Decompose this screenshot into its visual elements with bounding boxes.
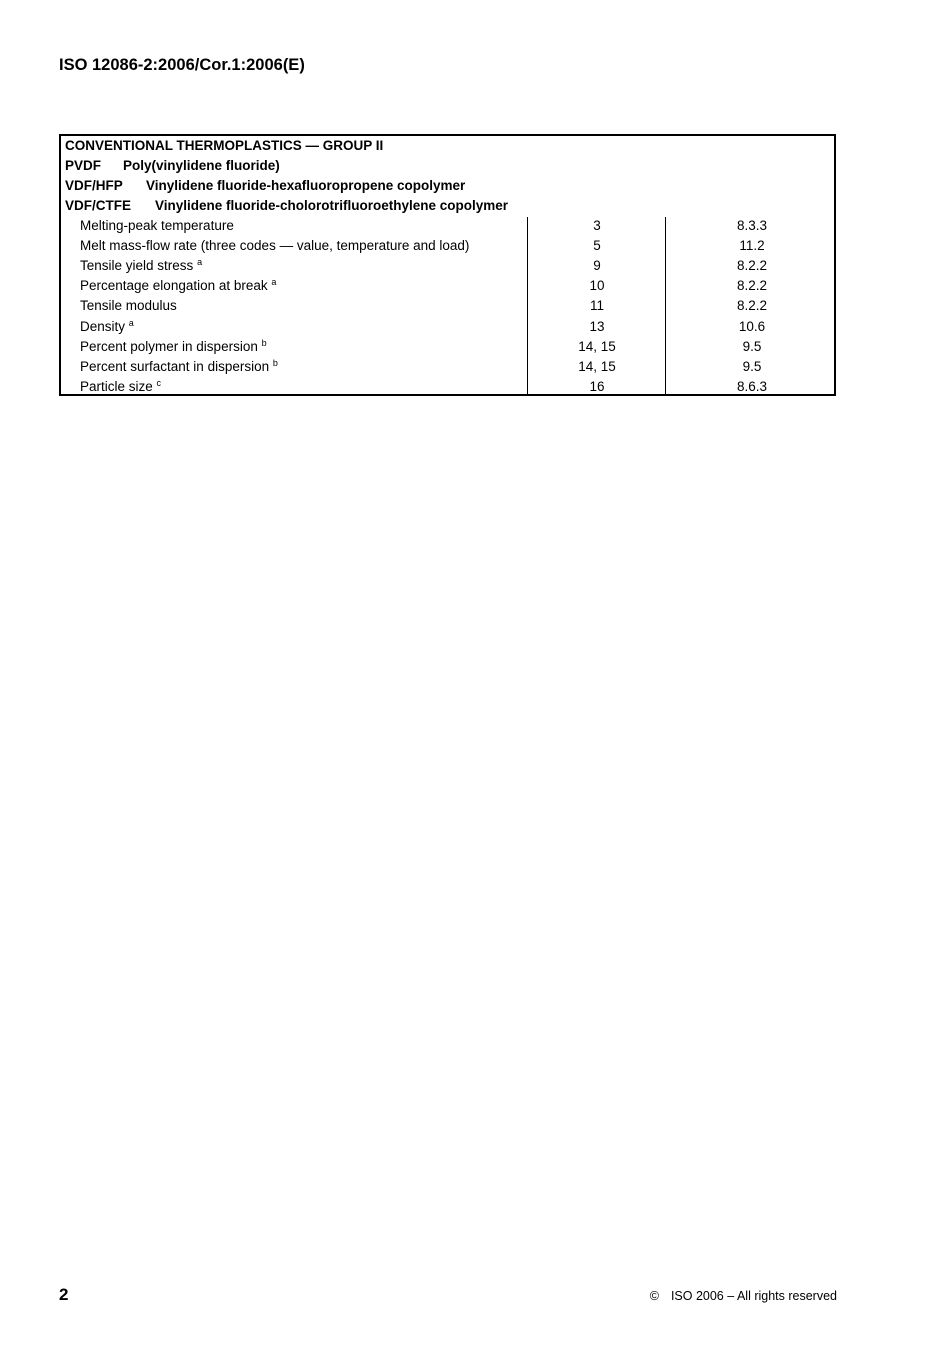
table-row xyxy=(61,276,836,296)
material-name: Vinylidene fluoride-hexafluoropropene copolymer xyxy=(146,178,466,193)
table-row xyxy=(61,317,836,337)
copyright-symbol: © xyxy=(649,1289,659,1303)
field-number: 13 xyxy=(589,319,605,334)
section-number: 8.6.3 xyxy=(736,379,768,394)
property-name: Melt mass-flow rate (three codes — value, temperature and load) xyxy=(80,238,470,253)
material-row-pvdf xyxy=(65,156,280,176)
material-code: PVDF xyxy=(65,158,102,173)
property-name: Melting-peak temperature xyxy=(80,218,234,233)
footnote-marker: a xyxy=(128,318,134,328)
page-number: 2 xyxy=(59,1285,69,1304)
footnote-marker: a xyxy=(271,277,277,287)
table-row xyxy=(61,216,836,236)
table-row xyxy=(61,337,836,357)
footnote-marker: a xyxy=(197,257,203,267)
copyright-notice xyxy=(650,1289,837,1303)
material-name: Poly(vinylidene fluoride) xyxy=(123,158,280,173)
property-name: Tensile yield stress $^a$ xyxy=(80,257,203,273)
field-number: 14, 15 xyxy=(578,359,616,374)
field-number: 3 xyxy=(593,218,601,233)
section-number: 11.2 xyxy=(739,238,765,253)
material-name: Vinylidene fluoride-cholorotrifluoroethylene copolymer xyxy=(155,198,509,213)
section-number: 8.2.2 xyxy=(736,298,768,313)
footnote-marker: c xyxy=(156,378,162,388)
property-name: Percent polymer in dispersion $^b$ xyxy=(80,338,267,354)
property-name: Density $^a$ xyxy=(80,318,134,334)
section-number: 8.3.3 xyxy=(736,218,768,233)
table-row xyxy=(61,377,836,397)
material-code: VDF/CTFE xyxy=(65,198,131,213)
field-number: 9 xyxy=(593,258,601,273)
property-table xyxy=(59,134,836,396)
field-number: 11 xyxy=(589,298,604,313)
section-number: 10.6 xyxy=(738,319,766,334)
table-row xyxy=(61,357,836,377)
footnote-marker: b xyxy=(261,338,267,348)
section-number: 9.5 xyxy=(742,339,762,354)
table-row xyxy=(61,296,836,316)
table-row xyxy=(61,236,836,256)
document-header: ISO 12086-2:2006/Cor.1:2006(E) xyxy=(59,56,305,74)
property-name: Tensile modulus xyxy=(80,298,177,313)
group-title: CONVENTIONAL THERMOPLASTICS — GROUP II xyxy=(65,138,384,153)
material-code: VDF/HFP xyxy=(65,178,123,193)
property-name: Percentage elongation at break $^a$ xyxy=(80,277,277,293)
property-name: Particle size $^c$ xyxy=(80,378,162,394)
copyright-text: ISO 2006 – All rights reserved xyxy=(670,1289,837,1303)
field-number: 16 xyxy=(589,379,605,394)
section-number: 9.5 xyxy=(742,359,762,374)
section-number: 8.2.2 xyxy=(736,278,768,293)
table-row xyxy=(61,256,836,276)
footnote-marker: b xyxy=(272,358,278,368)
material-row-vdf-ctfe xyxy=(65,196,508,216)
section-number: 8.2.2 xyxy=(736,258,768,273)
field-number: 5 xyxy=(593,238,601,253)
field-number: 14, 15 xyxy=(578,339,616,354)
field-number: 10 xyxy=(589,278,605,293)
material-row-vdf-hfp xyxy=(65,176,465,196)
property-name: Percent surfactant in dispersion $^b$ xyxy=(80,358,278,374)
